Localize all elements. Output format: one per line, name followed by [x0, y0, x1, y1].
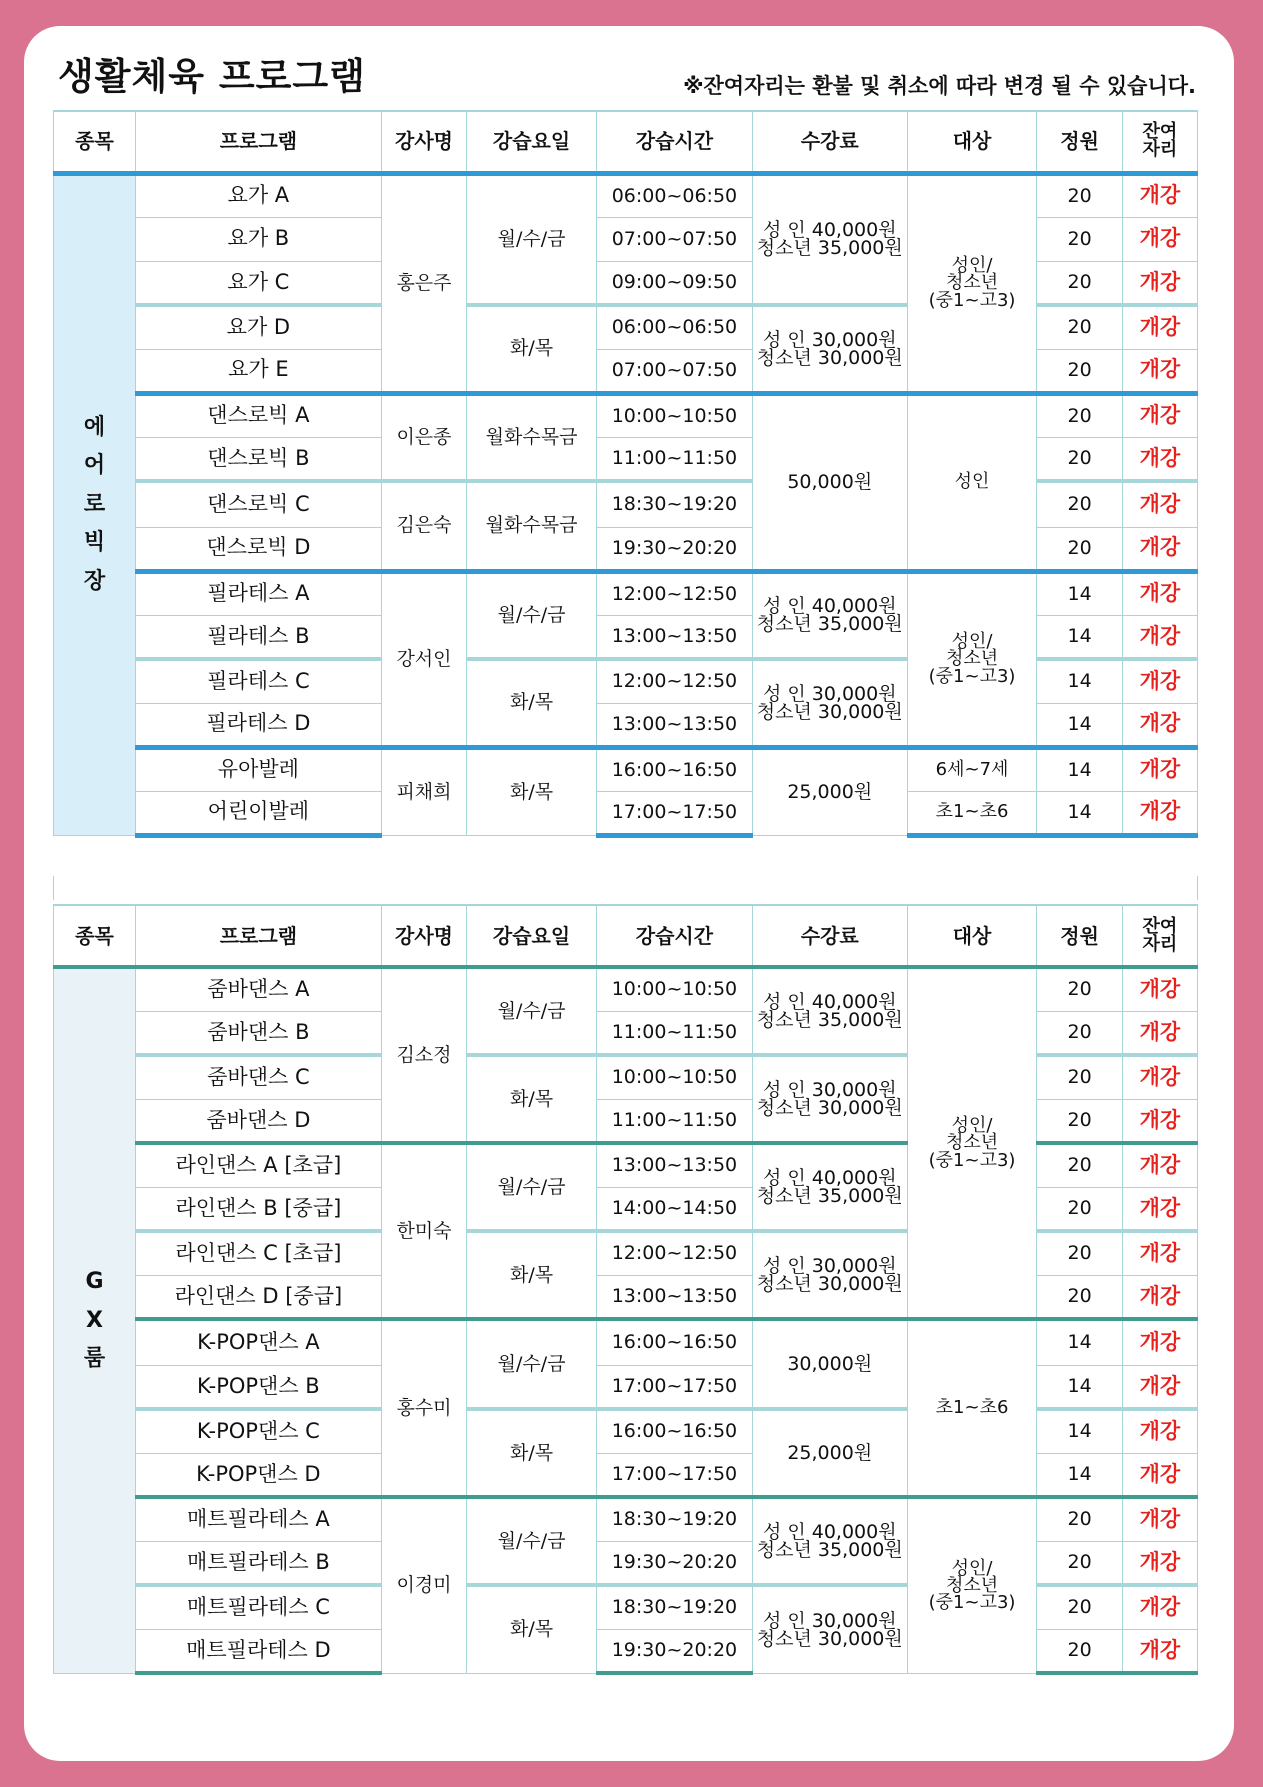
status-badge: 개강: [1122, 1055, 1197, 1099]
program-name: 필라테스 B: [135, 615, 381, 659]
category-gx-room: G X 룸: [54, 967, 136, 1673]
class-time: 13:00~13:50: [596, 1143, 752, 1187]
status-badge: 개강: [1122, 305, 1197, 349]
class-time: 11:00~11:50: [596, 437, 752, 481]
class-time: 06:00~06:50: [596, 305, 752, 349]
capacity: 20: [1037, 349, 1122, 393]
instructor-name: 이경미: [381, 1497, 466, 1673]
class-days: 월화수목금: [467, 481, 597, 571]
program-name: 필라테스 D: [135, 703, 381, 747]
gx-room-schedule-table: [53, 904, 1198, 1675]
header-days: 강습요일: [467, 905, 597, 967]
instructor-name: 강서인: [381, 571, 466, 747]
class-time: 17:00~17:50: [596, 1365, 752, 1409]
status-badge: 개강: [1122, 791, 1197, 835]
class-days: 화/목: [467, 1231, 597, 1319]
tuition-fee: 30,000원: [752, 1319, 907, 1409]
class-days: 화/목: [467, 1409, 597, 1497]
tuition-fee: 25,000원: [752, 1409, 907, 1497]
program-name: 줌바댄스 B: [135, 1011, 381, 1055]
capacity: 20: [1037, 1275, 1122, 1319]
tuition-fee: 성 인 30,000원 청소년 30,000원: [752, 1585, 907, 1673]
instructor-name: 김소정: [381, 967, 466, 1143]
program-name: 요가 A: [135, 173, 381, 217]
program-name: 라인댄스 C [초급]: [135, 1231, 381, 1275]
program-name: 매트필라테스 C: [135, 1585, 381, 1629]
aerobic-schedule-table: [53, 110, 1198, 838]
program-name: 댄스로빅 C: [135, 481, 381, 527]
page-title: 생활체육 프로그램: [58, 55, 366, 98]
class-days: 월화수목금: [467, 393, 597, 481]
program-name: 댄스로빅 D: [135, 527, 381, 571]
capacity: 14: [1037, 659, 1122, 703]
capacity: 20: [1037, 1629, 1122, 1673]
tuition-fee: 50,000원: [752, 393, 907, 571]
header-target: 대상: [907, 111, 1037, 173]
class-time: 13:00~13:50: [596, 615, 752, 659]
class-time: 07:00~07:50: [596, 217, 752, 261]
class-days: 월/수/금: [467, 1143, 597, 1231]
class-days: 화/목: [467, 305, 597, 393]
target-group: 성인/ 청소년 (중1~고3): [907, 173, 1037, 393]
header-time: 강습시간: [596, 111, 752, 173]
instructor-name: 홍은주: [381, 173, 466, 393]
class-days: 화/목: [467, 1585, 597, 1673]
status-badge: 개강: [1122, 527, 1197, 571]
status-badge: 개강: [1122, 659, 1197, 703]
status-badge: 개강: [1122, 1365, 1197, 1409]
program-name: 댄스로빅 A: [135, 393, 381, 437]
class-time: 11:00~11:50: [596, 1099, 752, 1143]
capacity: 20: [1037, 1497, 1122, 1541]
class-time: 10:00~10:50: [596, 1055, 752, 1099]
class-days: 월/수/금: [467, 1497, 597, 1585]
status-badge: 개강: [1122, 1011, 1197, 1055]
status-badge: 개강: [1122, 1275, 1197, 1319]
tuition-fee: 성 인 30,000원 청소년 30,000원: [752, 305, 907, 393]
header-time: 강습시간: [596, 905, 752, 967]
table-row: [54, 1319, 1198, 1365]
status-badge: 개강: [1122, 393, 1197, 437]
tuition-fee: 성 인 40,000원 청소년 35,000원: [752, 967, 907, 1055]
class-time: 18:30~19:20: [596, 481, 752, 527]
program-name: 줌바댄스 C: [135, 1055, 381, 1099]
capacity: 20: [1037, 1143, 1122, 1187]
capacity: 14: [1037, 1409, 1122, 1453]
class-time: 12:00~12:50: [596, 659, 752, 703]
target-group: 성인: [907, 393, 1037, 571]
class-time: 14:00~14:50: [596, 1187, 752, 1231]
instructor-name: 이은종: [381, 393, 466, 481]
class-time: 11:00~11:50: [596, 1011, 752, 1055]
class-time: 16:00~16:50: [596, 747, 752, 791]
tuition-fee: 성 인 30,000원 청소년 30,000원: [752, 659, 907, 747]
class-time: 12:00~12:50: [596, 1231, 752, 1275]
capacity: 14: [1037, 1319, 1122, 1365]
table-row: [54, 967, 1198, 1011]
status-badge: 개강: [1122, 1187, 1197, 1231]
program-name: 줌바댄스 A: [135, 967, 381, 1011]
tuition-fee: 성 인 30,000원 청소년 30,000원: [752, 1231, 907, 1319]
program-name: K-POP댄스 B: [135, 1365, 381, 1409]
notice-text: ※잔여자리는 환불 및 취소에 따라 변경 될 수 있습니다.: [683, 74, 1196, 98]
class-days: 월/수/금: [467, 173, 597, 305]
header-instructor: 강사명: [381, 905, 466, 967]
program-name: 요가 D: [135, 305, 381, 349]
capacity: 20: [1037, 527, 1122, 571]
status-badge: 개강: [1122, 967, 1197, 1011]
program-name: 매트필라테스 A: [135, 1497, 381, 1541]
class-time: 10:00~10:50: [596, 967, 752, 1011]
class-days: 월/수/금: [467, 1319, 597, 1409]
target-group: 초1~초6: [907, 1319, 1037, 1497]
capacity: 20: [1037, 967, 1122, 1011]
header-instructor: 강사명: [381, 111, 466, 173]
program-name: 요가 B: [135, 217, 381, 261]
header-row: [54, 905, 1198, 967]
class-time: 09:00~09:50: [596, 261, 752, 305]
capacity: 20: [1037, 1011, 1122, 1055]
status-badge: 개강: [1122, 437, 1197, 481]
status-badge: 개강: [1122, 1585, 1197, 1629]
status-badge: 개강: [1122, 349, 1197, 393]
tuition-fee: 25,000원: [752, 747, 907, 835]
table-row: [54, 791, 1198, 835]
instructor-name: 피채희: [381, 747, 466, 835]
class-days: 화/목: [467, 659, 597, 747]
program-name: 요가 E: [135, 349, 381, 393]
program-name: 필라테스 C: [135, 659, 381, 703]
instructor-name: 김은숙: [381, 481, 466, 571]
class-days: 월/수/금: [467, 967, 597, 1055]
header-days: 강습요일: [467, 111, 597, 173]
header-remaining: 잔여 자리: [1122, 905, 1197, 967]
header-fee: 수강료: [752, 905, 907, 967]
tuition-fee: 성 인 40,000원 청소년 35,000원: [752, 1143, 907, 1231]
program-name: 필라테스 A: [135, 571, 381, 615]
status-badge: 개강: [1122, 217, 1197, 261]
class-time: 19:30~20:20: [596, 1629, 752, 1673]
status-badge: 개강: [1122, 1319, 1197, 1365]
status-badge: 개강: [1122, 481, 1197, 527]
class-time: 19:30~20:20: [596, 1541, 752, 1585]
capacity: 14: [1037, 571, 1122, 615]
capacity: 20: [1037, 261, 1122, 305]
program-name: 라인댄스 D [중급]: [135, 1275, 381, 1319]
class-time: 13:00~13:50: [596, 703, 752, 747]
status-badge: 개강: [1122, 1629, 1197, 1673]
capacity: 14: [1037, 791, 1122, 835]
class-time: 12:00~12:50: [596, 571, 752, 615]
class-time: 16:00~16:50: [596, 1409, 752, 1453]
program-name: K-POP댄스 D: [135, 1453, 381, 1497]
capacity: 20: [1037, 393, 1122, 437]
capacity: 20: [1037, 1187, 1122, 1231]
class-time: 18:30~19:20: [596, 1585, 752, 1629]
header-remaining: 잔여 자리: [1122, 111, 1197, 173]
status-badge: 개강: [1122, 1497, 1197, 1541]
program-name: K-POP댄스 A: [135, 1319, 381, 1365]
status-badge: 개강: [1122, 747, 1197, 791]
category-aerobic-room: 에 어 로 빅 장: [54, 173, 136, 835]
class-time: 16:00~16:50: [596, 1319, 752, 1365]
class-days: 화/목: [467, 1055, 597, 1143]
instructor-name: 홍수미: [381, 1319, 466, 1497]
header-target: 대상: [907, 905, 1037, 967]
capacity: 20: [1037, 305, 1122, 349]
header-fee: 수강료: [752, 111, 907, 173]
status-badge: 개강: [1122, 1453, 1197, 1497]
program-name: 매트필라테스 D: [135, 1629, 381, 1673]
status-badge: 개강: [1122, 615, 1197, 659]
class-days: 화/목: [467, 747, 597, 835]
status-badge: 개강: [1122, 571, 1197, 615]
target-group: 성인/ 청소년 (중1~고3): [907, 1497, 1037, 1673]
capacity: 20: [1037, 437, 1122, 481]
capacity: 20: [1037, 1055, 1122, 1099]
target-group: 6세~7세: [907, 747, 1037, 791]
schedule-sheet: [24, 26, 1234, 1761]
header-category: 종목: [54, 111, 136, 173]
capacity: 14: [1037, 615, 1122, 659]
class-days: 월/수/금: [467, 571, 597, 659]
tuition-fee: 성 인 40,000원 청소년 35,000원: [752, 571, 907, 659]
capacity: 14: [1037, 1453, 1122, 1497]
status-badge: 개강: [1122, 1231, 1197, 1275]
status-badge: 개강: [1122, 261, 1197, 305]
tuition-fee: 성 인 40,000원 청소년 35,000원: [752, 1497, 907, 1585]
program-name: 매트필라테스 B: [135, 1541, 381, 1585]
header-capacity: 정원: [1037, 111, 1122, 173]
capacity: 14: [1037, 703, 1122, 747]
capacity: 20: [1037, 481, 1122, 527]
table-row: [54, 747, 1198, 791]
header-category: 종목: [54, 905, 136, 967]
capacity: 14: [1037, 747, 1122, 791]
class-time: 10:00~10:50: [596, 393, 752, 437]
table-row: [54, 571, 1198, 615]
status-badge: 개강: [1122, 703, 1197, 747]
status-badge: 개강: [1122, 1143, 1197, 1187]
target-group: 성인/ 청소년 (중1~고3): [907, 571, 1037, 747]
table-row: [54, 173, 1198, 217]
header-program: 프로그램: [135, 905, 381, 967]
status-badge: 개강: [1122, 1409, 1197, 1453]
target-group: 초1~초6: [907, 791, 1037, 835]
program-name: 요가 C: [135, 261, 381, 305]
class-time: 13:00~13:50: [596, 1275, 752, 1319]
class-time: 06:00~06:50: [596, 173, 752, 217]
capacity: 20: [1037, 1585, 1122, 1629]
status-badge: 개강: [1122, 1099, 1197, 1143]
capacity: 20: [1037, 217, 1122, 261]
program-name: K-POP댄스 C: [135, 1409, 381, 1453]
target-group: 성인/ 청소년 (중1~고3): [907, 967, 1037, 1319]
capacity: 20: [1037, 173, 1122, 217]
program-name: 라인댄스 B [중급]: [135, 1187, 381, 1231]
tuition-fee: 성 인 40,000원 청소년 35,000원: [752, 173, 907, 305]
section-divider: [53, 876, 1198, 900]
status-badge: 개강: [1122, 173, 1197, 217]
class-time: 18:30~19:20: [596, 1497, 752, 1541]
instructor-name: 한미숙: [381, 1143, 466, 1319]
capacity: 20: [1037, 1099, 1122, 1143]
capacity: 20: [1037, 1231, 1122, 1275]
table-row: [54, 393, 1198, 437]
program-name: 라인댄스 A [초급]: [135, 1143, 381, 1187]
program-name: 줌바댄스 D: [135, 1099, 381, 1143]
header-row: [54, 111, 1198, 173]
program-name: 댄스로빅 B: [135, 437, 381, 481]
tuition-fee: 성 인 30,000원 청소년 30,000원: [752, 1055, 907, 1143]
header-program: 프로그램: [135, 111, 381, 173]
class-time: 07:00~07:50: [596, 349, 752, 393]
capacity: 14: [1037, 1365, 1122, 1409]
table-row: [54, 1497, 1198, 1541]
class-time: 19:30~20:20: [596, 527, 752, 571]
status-badge: 개강: [1122, 1541, 1197, 1585]
class-time: 17:00~17:50: [596, 1453, 752, 1497]
class-time: 17:00~17:50: [596, 791, 752, 835]
capacity: 20: [1037, 1541, 1122, 1585]
header-capacity: 정원: [1037, 905, 1122, 967]
program-name: 어린이발레: [135, 791, 381, 835]
program-name: 유아발레: [135, 747, 381, 791]
